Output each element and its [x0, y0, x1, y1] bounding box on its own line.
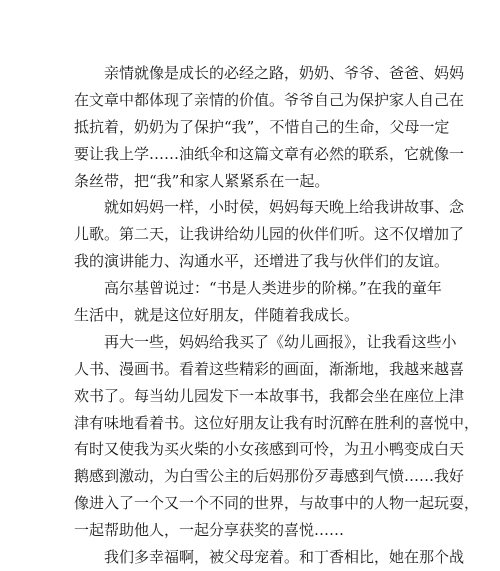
paragraph-2-line-2: 儿歌。第二天，让我讲给幼儿园的伙伴们听。这不仅增加了 — [74, 225, 465, 244]
paragraph-2-line-1: 就如妈妈一样，小时侯，妈妈每天晚上给我讲故事、念 — [104, 198, 465, 217]
paragraph-1-line-3: 抵抗着，奶奶为了保护“我”，不惜自己的生命，父母一定 — [74, 117, 450, 136]
paragraph-5-line-1: 我们多幸福啊，被父母宠着。和丁香相比，她在那个战 — [104, 548, 465, 567]
paragraph-3-line-1: 高尔基曾说过：“书是人类进步的阶梯。”在我的童年 — [104, 279, 442, 298]
paragraph-4-line-6: 鹅感到激动，为白雪公主的后妈那份歹毒感到气愤……我好 — [74, 467, 465, 486]
paragraph-2-line-3: 我的演讲能力、沟通水平，还增进了我与伙伴们的友谊。 — [74, 252, 450, 271]
paragraph-4-line-7: 像进入了一个又一个不同的世界，与故事中的人物一起玩耍， — [74, 494, 480, 513]
paragraph-4-line-1: 再大一些，妈妈给我买了《幼儿画报》，让我看这些小 — [104, 332, 457, 351]
paragraph-4-line-5: 有时又使我为买火柴的小女孩感到可怜，为丑小鸭变成白天 — [74, 440, 465, 459]
paragraph-4-line-4: 津有味地看着书。这位好朋友让我有时沉醉在胜利的喜悦中， — [74, 413, 480, 432]
paragraph-1-line-1: 亲情就像是成长的必经之路，奶奶、爷爷、爸爸、妈妈 — [104, 64, 465, 82]
paragraph-4-line-2: 人书、漫画书。看着这些精彩的画面，渐渐地，我越来越喜 — [74, 359, 465, 378]
paragraph-1-line-2: 在文章中都体现了亲情的价值。爷爷自己为保护家人自己在 — [74, 90, 465, 109]
paragraph-1-line-4: 要让我上学……油纸伞和这篇文章有必然的联系，它就像一 — [74, 144, 465, 163]
paragraph-4-line-3: 欢书了。每当幼儿园发下一本故事书，我都会坐在座位上津 — [74, 386, 465, 405]
article-body — [74, 60, 480, 571]
paragraph-3-line-2: 生活中，就是这位好朋友，伴随着我成长。 — [74, 306, 360, 325]
paragraph-1-line-5: 条丝带，把“我”和家人紧紧系在一起。 — [74, 171, 330, 190]
paragraph-4-line-8: 一起帮助他人，一起分享获奖的喜悦…… — [74, 521, 345, 540]
